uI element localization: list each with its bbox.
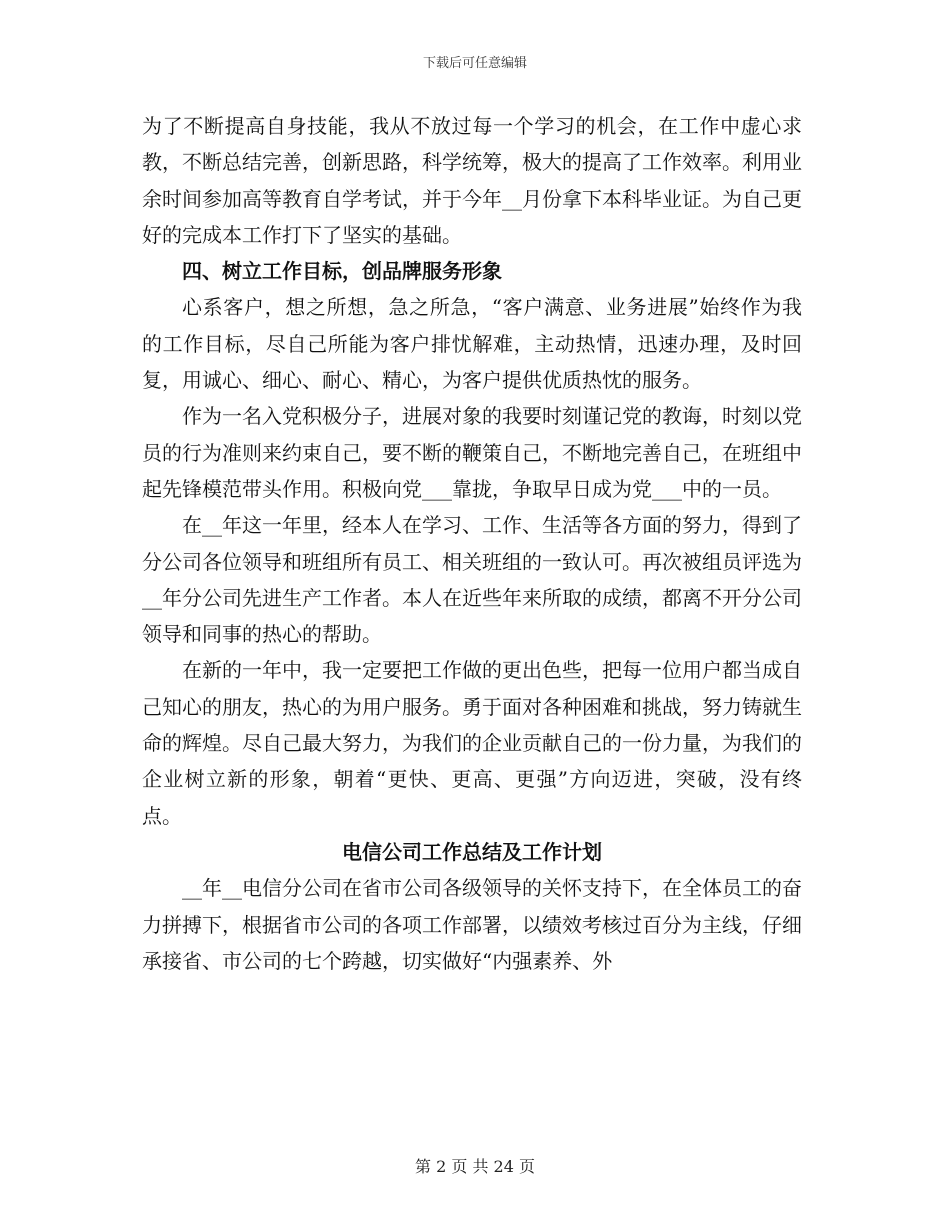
paragraph-self-improvement: 为了不断提高自身技能，我从不放过每一个学习的机会，在工作中虚心求教，不断总结完善，创新思路，科学统筹，极大的提高了工作效率。利用业余时间参加高等教育自学考试，并于今年__月份拿下本科毕业证。为自己更好的完成本工作打下了坚实的基础。 [142, 114, 802, 247]
paragraph-new-year: 在新的一年中，我一定要把工作做的更出色些，把每一位用户都当成自己知心的朋友，热心的为用户服务。勇于面对各种困难和挑战，努力铸就生命的辉煌。尽自己最大努力，为我们的企业贡献自己的一份力量，为我们的企业树立新的形象，朝着“更快、更高、更强”方向迈进，突破，没有终点。 [142, 658, 802, 828]
paragraph-year-review: 在__年这一年里，经本人在学习、工作、生活等各方面的努力，得到了分公司各位领导和班组所有员工、相关班组的一致认可。再次被组员评选为__年分公司先进生产工作者。本人在近些年来所取的成绩，都离不开分公司领导和同事的热心的帮助。 [142, 513, 802, 647]
section-heading-4: 四、树立工作目标，创品牌服务形象 [182, 259, 502, 284]
page-header: 下载后可任意编辑 [422, 56, 527, 71]
document-body [142, 108, 802, 979]
page-footer: 第 2 页 共 24 页 [415, 1157, 535, 1176]
paragraph-telecom-intro: __年__电信分公司在省市公司各级领导的关怀支持下，在全体员工的奋力拼搏下，根据省市公司的各项工作部署，以绩效考核过百分为主线，仔细承接省、市公司的七个跨越，切实做好“内强素养、外 [142, 876, 802, 973]
document-title: 电信公司工作总结及工作计划 [342, 839, 602, 864]
paragraph-customer-service: 心系客户，想之所想，急之所急，“客户满意、业务进展”始终作为我的工作目标，尽自己所能为客户排忧解难，主动热情，迅速办理，及时回复，用诚心、细心、耐心、精心，为客户提供优质热忱的服务。 [142, 295, 802, 393]
paragraph-party-member: 作为一名入党积极分子，进展对象的我要时刻谨记党的教诲，时刻以党员的行为准则来约束自己，要不断的鞭策自己，不断地完善自己，在班组中起先锋模范带头作用。积极向党___靠拢，争取早日成为党___中的一员。 [142, 404, 802, 501]
